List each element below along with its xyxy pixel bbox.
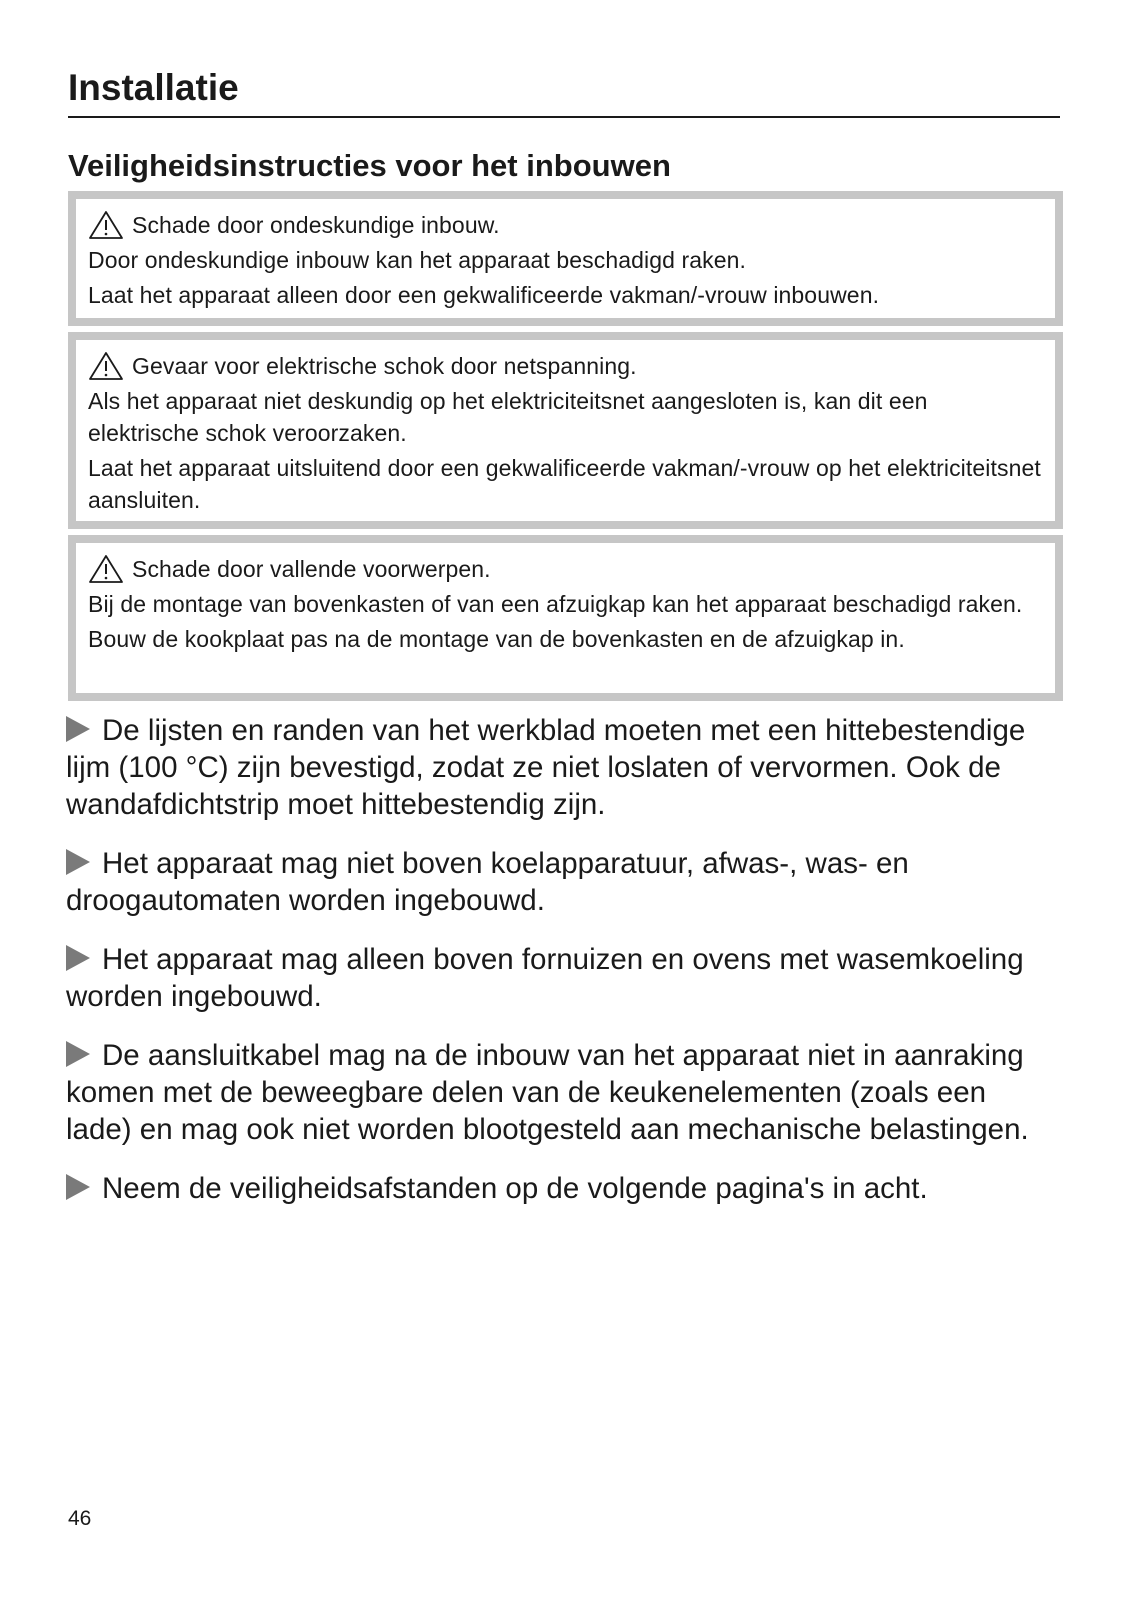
page-title: Installatie	[68, 67, 239, 108]
play-arrow-icon	[66, 849, 90, 875]
instruction-item: De aansluitkabel mag na de inbouw van het apparaat niet in aanraking komen met de beweegbare delen van de keukenelementen (zoals een lade) en mag ook niet worden blootgesteld aan mechanische belastingen.	[66, 1039, 1029, 1146]
warning-text: Als het apparaat niet deskundig op het elektriciteitsnet aangesloten is, kan dit een elektrische schok veroorzaken.	[88, 388, 928, 446]
warning-box-incorrect-installation	[68, 191, 1063, 326]
title-divider	[68, 116, 1060, 118]
instruction-item: Het apparaat mag alleen boven fornuizen en ovens met wasemkoeling worden ingebouwd.	[66, 943, 1024, 1013]
play-arrow-icon	[66, 716, 90, 742]
warning-triangle-icon	[88, 351, 124, 381]
play-arrow-icon	[66, 1041, 90, 1067]
play-arrow-icon	[66, 945, 90, 971]
instruction-item: De lijsten en randen van het werkblad moeten met een hittebestendige lijm (100 °C) zijn bevestigd, zodat ze niet loslaten of vervormen. Ook de wandafdichtstrip moet hittebestendig zijn.	[66, 714, 1026, 821]
warning-heading: Gevaar voor elektrische schok door netspanning.	[132, 353, 637, 379]
warning-triangle-icon	[88, 554, 124, 584]
instruction-list	[66, 712, 1056, 1229]
instruction-item: Het apparaat mag niet boven koelapparatuur, afwas-, was- en droogautomaten worden ingebouwd.	[66, 847, 909, 917]
page-number: 46	[68, 1507, 92, 1530]
warning-instruction: Laat het apparaat alleen door een gekwalificeerde vakman/-vrouw inbouwen.	[88, 282, 880, 308]
warning-instruction: Laat het apparaat uitsluitend door een gekwalificeerde vakman/-vrouw op het elektriciteitsnet aansluiten.	[88, 455, 1041, 513]
warning-triangle-icon	[88, 210, 124, 240]
warning-box-electric-shock	[68, 332, 1063, 529]
warning-text: Door ondeskundige inbouw kan het apparaat beschadigd raken.	[88, 247, 747, 273]
warning-text: Bij de montage van bovenkasten of van een afzuigkap kan het apparaat beschadigd raken.	[88, 591, 1023, 617]
warning-heading: Schade door ondeskundige inbouw.	[132, 212, 500, 238]
instruction-item: Neem de veiligheidsafstanden op de volgende pagina's in acht.	[66, 1170, 1056, 1207]
warning-heading: Schade door vallende voorwerpen.	[132, 556, 491, 582]
play-arrow-icon	[66, 1174, 90, 1200]
section-title: Veiligheidsinstructies voor het inbouwen	[68, 148, 671, 183]
warning-instruction: Bouw de kookplaat pas na de montage van de bovenkasten en de afzuigkap in.	[88, 626, 905, 652]
warning-box-falling-objects	[68, 535, 1063, 701]
